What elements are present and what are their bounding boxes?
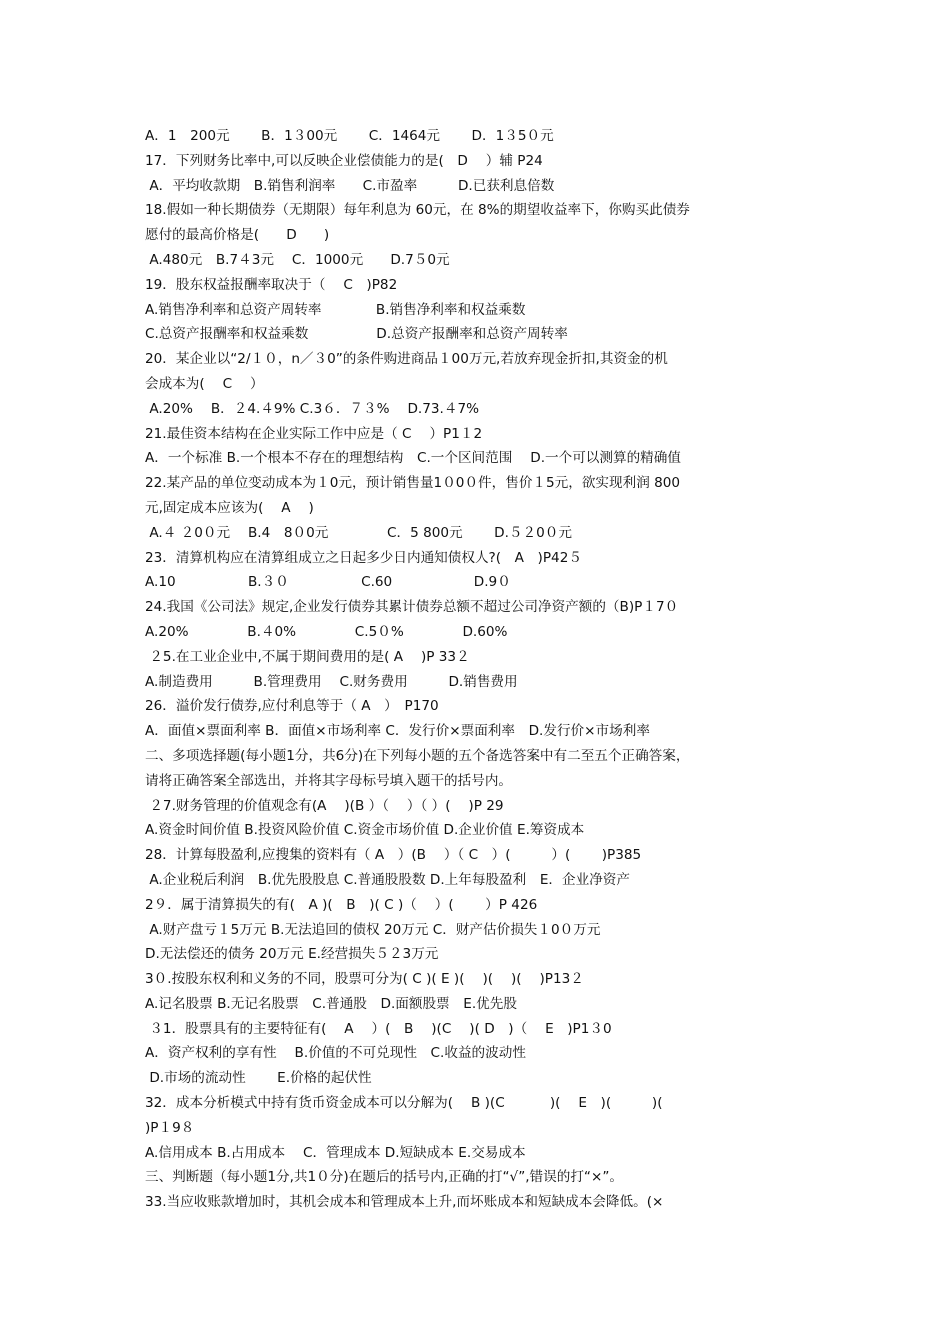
text-line: A.制造费用 B.管理费用 C.财务费用 D.销售费用 — [145, 673, 518, 690]
text-line: 26．溢价发行债券,应付利息等于（ A ） P170 — [145, 698, 439, 715]
text-line: A.信用成本 B.占用成本 C．管理成本 D.短缺成本 E.交易成本 — [145, 1144, 526, 1161]
text-line: 24.我国《公司法》规定,企业发行债券其累计债券总额不超过公司净资产额的（B)P１7０ — [145, 599, 679, 616]
text-line: A.20% B．２4.４9% C.3６．７３% D.73.４7% — [145, 400, 480, 417]
text-line: 23．清算机构应在清算组成立之日起多少日内通知债权人?( A )P42５ — [145, 549, 582, 566]
text-line: A.４ ２0０元 B.4 8０0元 C．5 800元 D.５２0０元 — [145, 524, 572, 541]
text-line: A．1 200元 B．1３00元 C．1464元 D．1３5０元 — [145, 128, 554, 144]
text-line: 28．计算每股盈利,应搜集的资料有（ A ）(B ）（ C ）( ）( )P385 — [145, 847, 642, 864]
text-line: A．一个标准 B.一个根本不存在的理想结构 C.一个区间范围 D.一个可以测算的精确值 — [145, 450, 681, 467]
text-line: 22.某产品的单位变动成本为１0元，预计销售量1０0０件，售价１5元，欲实现利润 800 — [145, 475, 681, 492]
text-line: D.市场的流动性 E.价格的起伏性 — [145, 1070, 372, 1087]
text-line: A．面值×票面利率 B．面值×市场利率 C．发行价×票面利率 D.发行价×市场利率 — [145, 723, 650, 740]
text-line: )P１9８ — [145, 1119, 195, 1136]
text-line: 20．某企业以“2/１０，n／３0”的条件购进商品１00万元,若放弃现金折扣,其资金的机 — [145, 351, 668, 368]
text-line: A.记名股票 B.无记名股票 C.普通股 D.面额股票 E.优先股 — [145, 995, 517, 1012]
text-line: 33.当应收账款增加时，其机会成本和管理成本上升,而坏账成本和短缺成本会降低。(× — [145, 1194, 664, 1211]
text-line: 元,固定成本应该为( A ) — [145, 499, 314, 516]
text-line: ２5.在工业企业中,不属于期间费用的是( A )P 33２ — [145, 648, 470, 665]
text-line: A.480元 B.7４3元 C．1000元 D.7５0元 — [145, 251, 450, 268]
text-line: 18.假如一种长期债券（无期限）每年利息为 60元，在 8%的期望收益率下，你购买此债券 — [145, 202, 690, 219]
text-line: C.总资产报酬率和权益乘数 D.总资产报酬率和总资产周转率 — [145, 326, 568, 343]
text-line: 会成本为( C ） — [145, 375, 264, 392]
text-line: A．平均收款期 B.销售利润率 C.市盈率 D.已获利息倍数 — [145, 177, 555, 194]
section-heading: 三、判断题（每小题1分,共1０分)在题后的括号内,正确的打“√”,错误的打“×”。 — [145, 1169, 624, 1186]
text-line: 19．股东权益报酬率取决于（ C )P82 — [145, 276, 398, 293]
text-line: A.20% B.４0% C.5０% D.60% — [145, 623, 508, 640]
text-line: 3０.按股东权利和义务的不同，股票可分为( C )( E )( )( )( )P13２ — [145, 971, 584, 988]
exam-text — [145, 124, 815, 1215]
text-line: ２7.财务管理的价值观念有(A )(B ）（ ）（ ）( )P 29 — [145, 797, 504, 814]
text-line: 2９．属于清算损失的有( A )( B )( C )（ ）( ）P 426 — [145, 896, 538, 913]
text-line: A.资金时间价值 B.投资风险价值 C.资金市场价值 D.企业价值 E.筹资成本 — [145, 822, 585, 839]
text-line: A.企业税后利润 B.优先股股息 C.普通股股数 D.上年每股盈利 E．企业净资产 — [145, 871, 630, 888]
text-line: A.财产盘亏１5万元 B.无法追回的债权 20万元 C．财产估价损失１0０万元 — [145, 921, 601, 938]
text-line: ３1．股票具有的主要特征有( A ）( B )(C )( D )（ E )P1３0 — [145, 1020, 612, 1037]
section-heading: 二、多项选择题(每小题1分，共6分)在下列每小题的五个备选答案中有二至五个正确答案， — [145, 747, 690, 764]
text-line: 请将正确答案全部选出，并将其字母标号填入题干的括号内。 — [145, 772, 513, 789]
text-line: 21.最佳资本结构在企业实际工作中应是（ C ）P1１2 — [145, 425, 483, 442]
text-line: 愿付的最高价格是( D ) — [145, 227, 330, 244]
text-line: A.10 B.３０ C.60 D.9０ — [145, 574, 511, 591]
text-line: D.无法偿还的债务 20万元 E.经营损失５２3万元 — [145, 946, 439, 963]
text-line: A．资产权利的享有性 B.价值的不可兑现性 C.收益的波动性 — [145, 1045, 526, 1062]
text-line: 32．成本分析模式中持有货币资金成本可以分解为( B )(C )( E )( )( — [145, 1095, 663, 1112]
text-line: A.销售净利率和总资产周转率 B.销售净利率和权益乘数 — [145, 301, 526, 318]
text-line: 17．下列财务比率中,可以反映企业偿债能力的是( D ）辅 P24 — [145, 152, 543, 169]
